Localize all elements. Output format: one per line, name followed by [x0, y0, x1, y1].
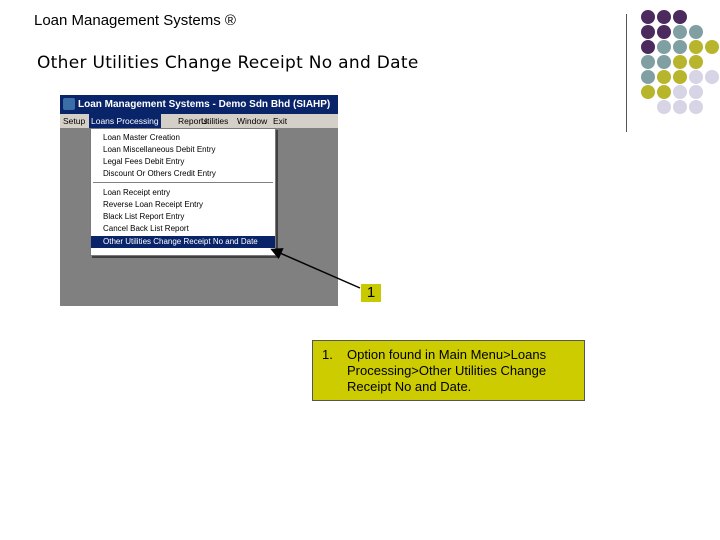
header-title: Loan Management Systems ® — [34, 12, 236, 29]
menu-item-change-receipt-no-date[interactable]: Other Utilities Change Receipt No and Date — [91, 236, 275, 248]
window-title: Loan Management Systems - Demo Sdn Bhd (SIAHP) — [78, 99, 331, 110]
menu-item-discount-credit-entry[interactable]: Discount Or Others Credit Entry — [103, 169, 216, 178]
menu-item-loan-misc-debit-entry[interactable]: Loan Miscellaneous Debit Entry — [103, 145, 216, 154]
menu-item-loan-master-creation[interactable]: Loan Master Creation — [103, 133, 180, 142]
note-number: 1. — [322, 347, 333, 362]
menu-item-reverse-loan-receipt[interactable]: Reverse Loan Receipt Entry — [103, 200, 204, 209]
menu-loans-processing[interactable]: Loans Processing — [91, 116, 159, 126]
menu-item-legal-fees-debit-entry[interactable]: Legal Fees Debit Entry — [103, 157, 185, 166]
note-box — [312, 340, 585, 401]
menu-item-black-list-report-entry[interactable]: Black List Report Entry — [103, 212, 185, 221]
callout-number-badge: 1 — [361, 284, 381, 302]
menu-item-loan-receipt-entry[interactable]: Loan Receipt entry — [103, 188, 171, 197]
menu-setup[interactable]: Setup — [63, 116, 86, 126]
menu-exit[interactable]: Exit — [273, 116, 288, 126]
slide-title: Other Utilities Change Receipt No and Date — [37, 53, 419, 73]
menu-window[interactable]: Window — [237, 116, 268, 126]
menu-utilities[interactable]: Utilities — [201, 116, 229, 126]
menu-item-cancel-back-list-report[interactable]: Cancel Back List Report — [103, 224, 189, 233]
note-text: Option found in Main Menu>Loans Processing>Other Utilities Change Receipt No and Date. — [347, 347, 547, 394]
menu-reports[interactable]: Reports — [178, 116, 208, 126]
